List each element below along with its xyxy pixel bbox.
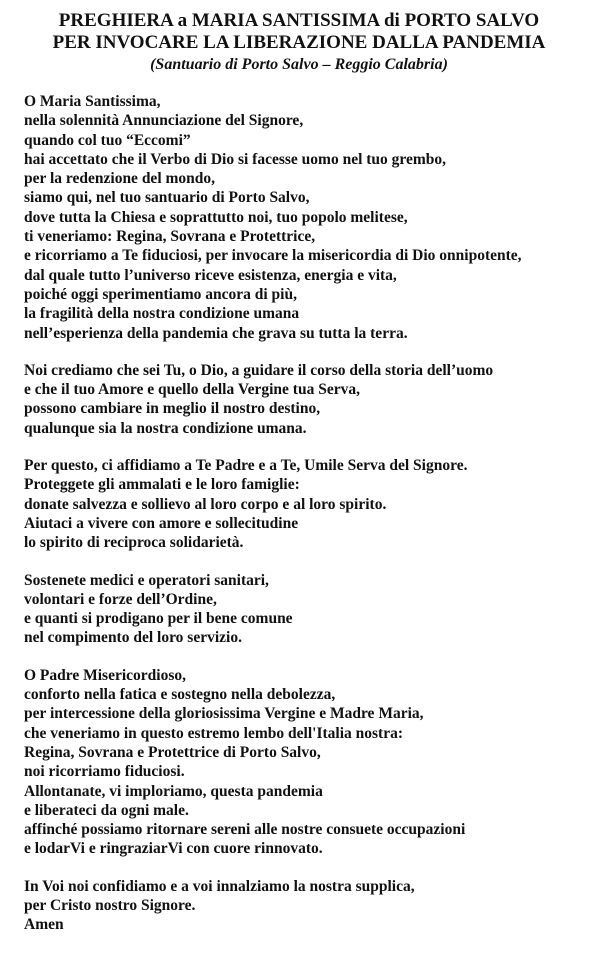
document-header xyxy=(0,0,598,75)
prayer-line: Amen xyxy=(24,916,64,934)
prayer-line: conforto nella fatica e sostegno nella debolezza, xyxy=(24,686,336,704)
subtitle: (Santuario di Porto Salvo – Reggio Calabria) xyxy=(150,56,448,73)
prayer-line: Sostenete medici e operatori sanitari, xyxy=(24,571,269,589)
prayer-line: nel compimento del loro servizio. xyxy=(24,629,242,647)
stanza xyxy=(24,361,590,438)
stanza xyxy=(24,877,590,935)
stanza xyxy=(24,666,590,859)
prayer-line: donate salvezza e sollievo al loro corpo e al loro spirito. xyxy=(24,495,387,513)
stanza xyxy=(24,92,590,343)
prayer-line: qualunque sia la nostra condizione umana. xyxy=(24,419,307,437)
prayer-line: Per questo, ci affidiamo a Te Padre e a Te, Umile Serva del Signore. xyxy=(24,457,468,475)
prayer-line: ti veneriamo: Regina, Sovrana e Protettrice, xyxy=(24,228,316,246)
prayer-line: Regina, Sovrana e Protettrice di Porto Salvo, xyxy=(24,743,321,761)
prayer-line: lo spirito di reciproca solidarietà. xyxy=(24,534,244,552)
prayer-line: per intercessione della gloriosissima Vergine e Madre Maria, xyxy=(24,705,424,723)
prayer-line: e ricorriamo a Te fiduciosi, per invocare la misericordia di Dio onnipotente, xyxy=(24,247,522,265)
prayer-line: dove tutta la Chiesa e soprattutto noi, tuo popolo melitese, xyxy=(24,208,408,226)
prayer-line: siamo qui, nel tuo santuario di Porto Salvo, xyxy=(24,189,310,207)
prayer-line: O Padre Misericordioso, xyxy=(24,666,187,684)
prayer-line: che veneriamo in questo estremo lembo dell'Italia nostra: xyxy=(24,724,403,742)
prayer-body xyxy=(24,92,590,953)
prayer-line: poiché oggi sperimentiamo ancora di più, xyxy=(24,285,297,303)
prayer-line: per Cristo nostro Signore. xyxy=(24,896,196,914)
prayer-line: quando col tuo “Eccomi” xyxy=(24,131,191,149)
stanza xyxy=(24,456,590,552)
title-line-2: PER INVOCARE LA LIBERAZIONE DALLA PANDEMIA xyxy=(52,32,546,53)
prayer-line: nella solennità Annunciazione del Signore, xyxy=(24,112,304,130)
prayer-line: volontari e forze dell’Ordine, xyxy=(24,590,217,608)
prayer-line: Noi crediamo che sei Tu, o Dio, a guidare il corso della storia dell’uomo xyxy=(24,361,494,379)
prayer-line: per la redenzione del mondo, xyxy=(24,170,216,188)
prayer-line: la fragilità della nostra condizione umana xyxy=(24,305,300,323)
title-line-1: PREGHIERA a MARIA SANTISSIMA di PORTO SALVO xyxy=(58,10,540,31)
prayer-line: hai accettato che il Verbo di Dio si facesse uomo nel tuo grembo, xyxy=(24,150,447,168)
prayer-line: e liberateci da ogni male. xyxy=(24,801,189,819)
prayer-line: nell’esperienza della pandemia che grava su tutta la terra. xyxy=(24,324,408,342)
prayer-line: In Voi noi confidiamo e a voi innalziamo la nostra supplica, xyxy=(24,877,415,895)
prayer-line: e quanti si prodigano per il bene comune xyxy=(24,610,293,628)
prayer-line: possono cambiare in meglio il nostro destino, xyxy=(24,400,321,418)
prayer-line: Proteggete gli ammalati e le loro famiglie: xyxy=(24,476,300,494)
prayer-line: Allontanate, vi imploriamo, questa pandemia xyxy=(24,782,323,800)
prayer-line: e che il tuo Amore e quello della Vergine tua Serva, xyxy=(24,381,360,399)
prayer-line: dal quale tutto l’universo riceve esistenza, energia e vita, xyxy=(24,266,397,284)
prayer-line: O Maria Santissima, xyxy=(24,93,161,110)
prayer-line: noi ricorriamo fiduciosi. xyxy=(24,763,185,781)
prayer-line: Aiutaci a vivere con amore e sollecitudine xyxy=(24,514,299,532)
prayer-line: e lodarVi e ringraziarVi con cuore rinnovato. xyxy=(24,840,323,858)
prayer-line: affinché possiamo ritornare sereni alle nostre consuete occupazioni xyxy=(24,821,466,839)
stanza xyxy=(24,571,590,648)
